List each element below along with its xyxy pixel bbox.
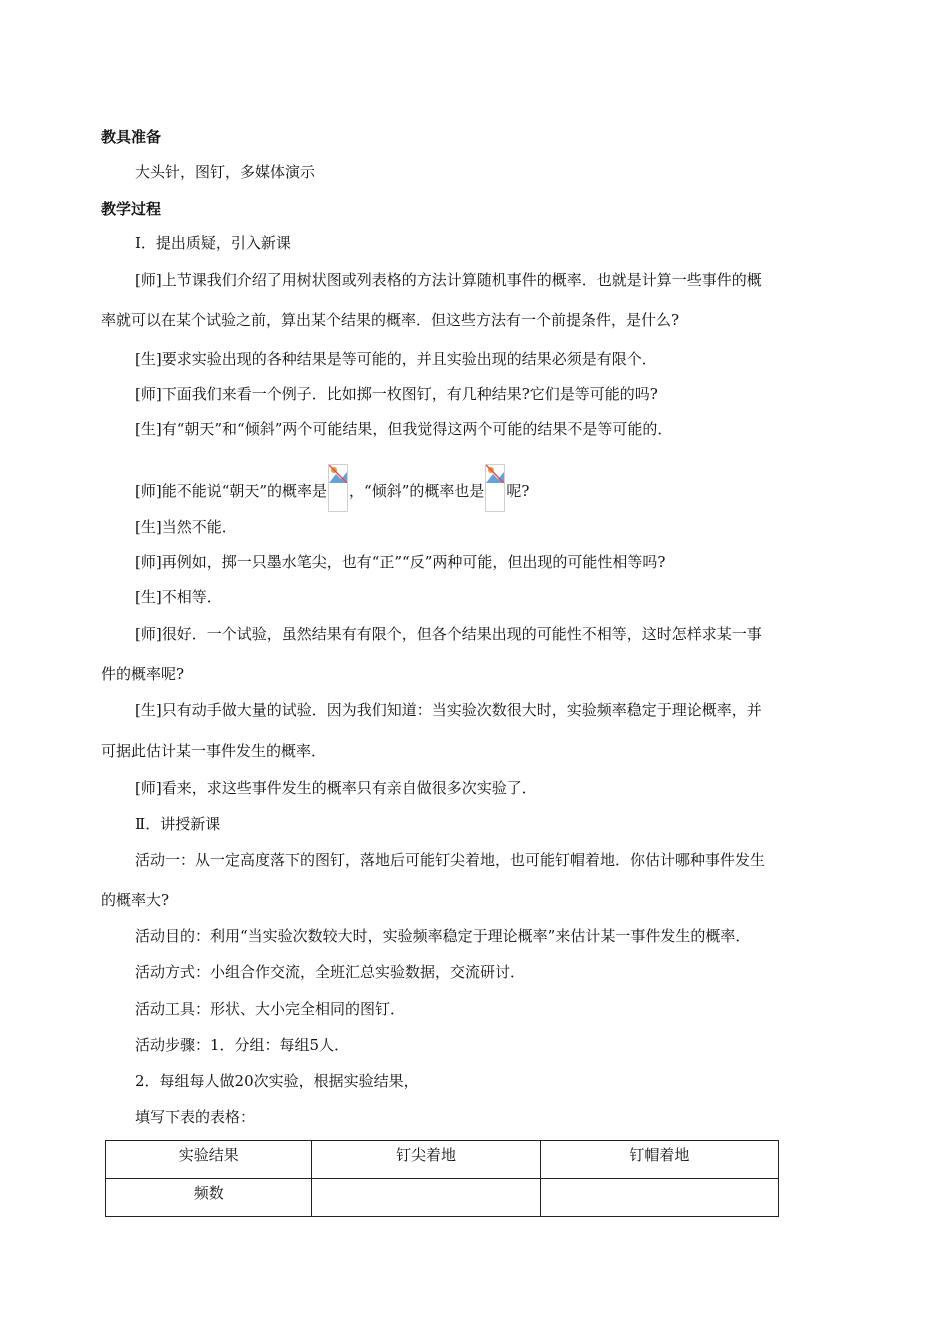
paragraph-line: Ⅱ．讲授新课 bbox=[135, 815, 221, 833]
paragraph-line: 活动一：从一定高度落下的图钉，落地后可能钉尖着地，也可能钉帽着地．你估计哪种事件发生 bbox=[135, 851, 766, 869]
table-header-cell: 钉帽着地 bbox=[540, 1141, 778, 1179]
table-row bbox=[106, 1179, 779, 1217]
paragraph-line: 活动工具：形状、大小完全相同的图钉． bbox=[135, 1000, 406, 1018]
paragraph-line: 2．每组每人做20次实验，根据实验结果， bbox=[135, 1072, 419, 1090]
table-row-label: 频数 bbox=[106, 1179, 312, 1217]
paragraph-line: [师]看来，求这些事件发生的概率只有亲自做很多次实验了． bbox=[135, 779, 537, 797]
line-segment: 呢? bbox=[506, 482, 530, 500]
paragraph-line: [师]下面我们来看一个例子．比如掷一枚图钉，有几种结果?它们是等可能的吗? bbox=[135, 385, 658, 403]
paragraph-line: 活动步骤：1．分组：每组5人． bbox=[135, 1036, 350, 1054]
paragraph-line: 活动目的：利用“当实验次数较大时，实验频率稳定于理论概率”来估计某一事件发生的概率． bbox=[135, 927, 751, 945]
results-table bbox=[105, 1140, 779, 1217]
paragraph-line: 活动方式：小组合作交流，全班汇总实验数据，交流研讨． bbox=[135, 963, 526, 981]
tools-text: 大头针，图钉，多媒体演示 bbox=[135, 163, 316, 181]
table-header-cell: 实验结果 bbox=[106, 1141, 312, 1179]
process-heading: 教学过程 bbox=[101, 200, 162, 218]
paragraph-line: [生]有“朝天”和“倾斜”两个可能结果，但我觉得这两个可能的结果不是等可能的． bbox=[135, 420, 673, 438]
table-cell-empty bbox=[540, 1179, 778, 1217]
paragraph-line: [师]上节课我们介绍了用树状图或列表格的方法计算随机事件的概率．也就是计算一些事件的概 bbox=[135, 271, 762, 289]
paragraph-line: 填写下表的表格： bbox=[135, 1108, 256, 1126]
line-segment: [师]能不能说“朝天”的概率是 bbox=[135, 482, 328, 500]
broken-image-icon bbox=[328, 464, 348, 512]
paragraph-line: [生]要求实验出现的各种结果是等可能的，并且实验出现的结果必须是有限个． bbox=[135, 350, 657, 368]
table-cell-empty bbox=[312, 1179, 540, 1217]
line-segment: ，“倾斜”的概率也是 bbox=[349, 482, 485, 500]
paragraph-line: [师]很好．一个试验，虽然结果有有限个，但各个结果出现的可能性不相等，这时怎样求某一事 bbox=[135, 625, 762, 643]
paragraph-line-with-images bbox=[135, 468, 529, 516]
broken-image-icon bbox=[485, 464, 505, 512]
paragraph-line: 可据此估计某一事件发生的概率． bbox=[101, 742, 327, 760]
paragraph-line: 率就可以在某个试验之前，算出某个结果的概率．但这些方法有一个前提条件，是什么? bbox=[101, 311, 680, 329]
table-header-cell: 钉尖着地 bbox=[312, 1141, 540, 1179]
paragraph-line: Ⅰ．提出质疑，引入新课 bbox=[135, 234, 291, 252]
paragraph-line: 件的概率呢? bbox=[101, 665, 185, 683]
tools-heading: 教具准备 bbox=[101, 128, 162, 146]
paragraph-line: [师]再例如，掷一只墨水笔尖，也有“正”“反”两种可能，但出现的可能性相等吗? bbox=[135, 553, 666, 571]
table-header-row bbox=[106, 1141, 779, 1179]
paragraph-line: [生]当然不能． bbox=[135, 518, 237, 536]
paragraph-line: [生]不相等． bbox=[135, 588, 222, 606]
paragraph-line: 的概率大? bbox=[101, 891, 170, 909]
paragraph-line: [生]只有动手做大量的试验．因为我们知道：当实验次数很大时，实验频率稳定于理论概率，并 bbox=[135, 701, 762, 719]
